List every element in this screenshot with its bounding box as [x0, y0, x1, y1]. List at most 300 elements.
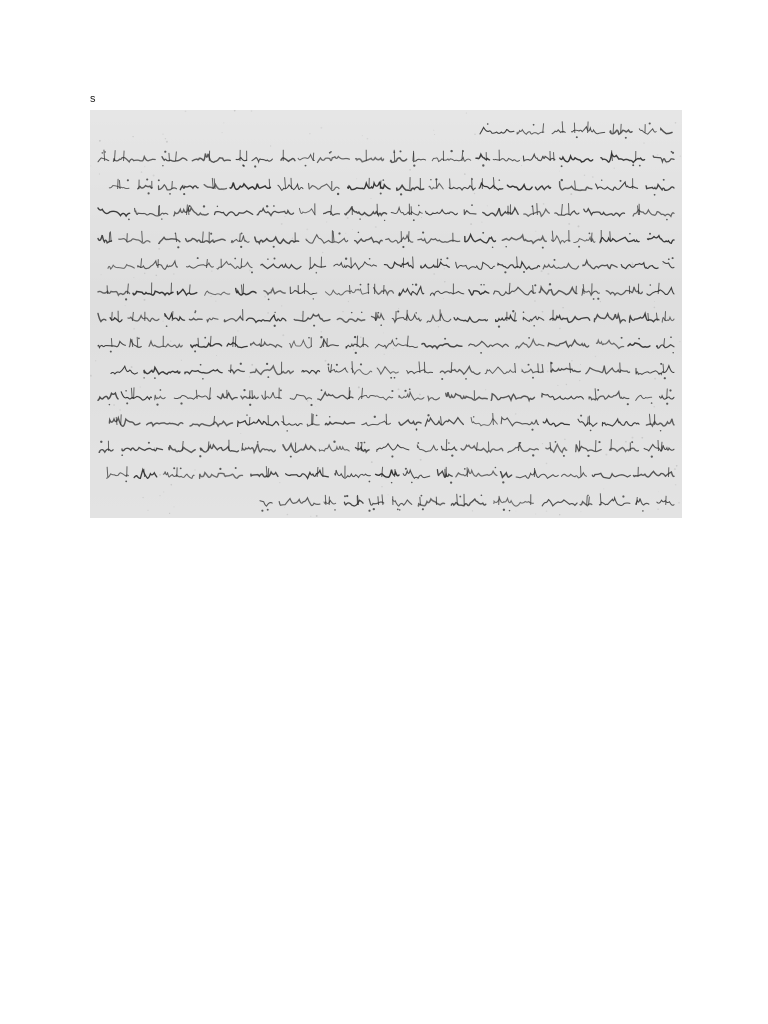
scan-speck — [307, 400, 309, 402]
script-stroke — [543, 123, 544, 133]
script-stroke — [176, 152, 177, 162]
script-word — [426, 210, 458, 215]
script-word — [236, 289, 256, 295]
scan-speck — [287, 514, 289, 516]
script-word — [551, 368, 581, 371]
script-dot — [160, 389, 162, 391]
scan-speck — [396, 372, 398, 374]
script-dot — [422, 508, 424, 510]
script-dot — [109, 404, 110, 405]
script-word — [663, 262, 674, 268]
script-dot — [173, 467, 175, 469]
scan-speck — [579, 380, 580, 381]
script-dot — [393, 151, 395, 153]
script-dot — [355, 352, 357, 354]
scan-speck — [535, 514, 536, 515]
scan-speck — [371, 198, 372, 199]
script-stroke — [570, 363, 571, 373]
script-dot — [266, 363, 268, 365]
script-dot — [266, 205, 268, 207]
scan-speck — [90, 375, 92, 377]
scan-speck — [202, 214, 204, 216]
scan-speck — [638, 203, 639, 204]
script-dot — [169, 193, 171, 195]
script-dot — [563, 455, 565, 457]
script-stroke — [283, 415, 284, 425]
script-word — [657, 345, 675, 348]
scan-speck — [520, 158, 521, 159]
script-stroke — [384, 285, 385, 294]
script-word — [542, 394, 584, 400]
scan-speck — [292, 237, 294, 239]
scan-speck — [534, 300, 536, 302]
script-dot — [413, 219, 415, 221]
scan-speck — [559, 171, 560, 172]
script-dot — [638, 338, 640, 340]
script-word — [469, 341, 509, 347]
script-dot — [234, 258, 236, 260]
script-word — [309, 264, 325, 269]
script-dot — [512, 310, 514, 312]
scan-speck — [674, 468, 676, 470]
script-word — [524, 209, 550, 216]
scan-speck — [313, 375, 314, 376]
script-dot — [523, 311, 525, 313]
script-dot — [358, 232, 360, 234]
script-dot — [464, 468, 466, 470]
script-word — [596, 182, 638, 190]
script-stroke — [196, 390, 197, 399]
script-word — [393, 500, 412, 506]
script-dot — [542, 247, 544, 249]
script-dot — [210, 233, 212, 235]
script-word — [224, 316, 243, 321]
script-word — [113, 157, 155, 162]
script-word — [98, 158, 109, 162]
script-dot — [337, 193, 339, 195]
scan-speck — [281, 305, 283, 307]
scan-speck — [419, 394, 421, 396]
script-dot — [487, 123, 489, 125]
scan-speck — [481, 222, 482, 223]
scan-speck — [95, 360, 96, 361]
script-word — [189, 318, 202, 320]
script-dot — [126, 402, 128, 404]
script-dot — [590, 430, 592, 432]
script-word — [469, 290, 489, 295]
script-dot — [360, 442, 361, 443]
script-dot — [257, 441, 259, 443]
script-dot — [380, 324, 382, 326]
script-dot — [483, 284, 485, 286]
script-word — [456, 262, 495, 269]
scan-speck — [306, 228, 308, 230]
script-dot — [654, 194, 656, 196]
script-dot — [555, 441, 557, 443]
script-word — [430, 291, 464, 295]
script-word — [236, 158, 247, 161]
scan-speck — [385, 477, 387, 479]
script-dot — [102, 152, 104, 154]
script-dot — [578, 246, 580, 248]
scan-speck — [470, 223, 472, 225]
script-dot — [125, 480, 127, 482]
script-word — [334, 262, 377, 270]
scan-speck — [444, 268, 445, 269]
script-stroke — [291, 178, 292, 189]
scan-speck — [559, 514, 560, 515]
script-word — [600, 237, 639, 243]
script-word — [149, 341, 182, 347]
script-dot — [217, 206, 218, 207]
script-word — [165, 314, 185, 321]
scan-speck — [243, 186, 245, 188]
script-dot — [344, 495, 346, 497]
script-word — [217, 262, 252, 269]
script-stroke — [317, 467, 318, 477]
scan-speck — [140, 386, 142, 388]
script-dot — [532, 454, 534, 456]
script-dot — [639, 165, 641, 167]
scan-speck — [249, 269, 251, 271]
script-dot — [587, 455, 589, 457]
script-word — [494, 498, 534, 506]
script-word — [441, 446, 457, 450]
scan-speck — [223, 190, 224, 191]
scan-speck — [632, 437, 634, 439]
scan-speck — [144, 299, 146, 301]
script-stroke — [587, 496, 588, 505]
scan-speck — [169, 513, 170, 514]
scan-speck — [281, 223, 283, 225]
script-word — [516, 340, 544, 349]
script-word — [601, 154, 645, 163]
script-word — [507, 185, 532, 190]
script-dot — [334, 509, 336, 511]
script-dot — [422, 232, 424, 234]
scan-speck — [438, 326, 439, 327]
script-dot — [435, 178, 437, 180]
script-stroke — [613, 124, 614, 133]
scan-speck — [371, 461, 373, 463]
scan-speck — [535, 231, 536, 232]
script-dot — [649, 233, 651, 235]
scan-speck — [657, 154, 659, 156]
script-stroke — [210, 387, 211, 399]
script-dot — [240, 363, 242, 365]
script-dot — [499, 179, 501, 181]
scan-speck — [421, 217, 422, 218]
scan-speck — [159, 474, 161, 476]
scan-speck — [559, 328, 560, 329]
script-word — [337, 318, 364, 322]
scan-speck — [132, 136, 133, 137]
script-stroke — [142, 231, 143, 242]
scan-speck — [409, 169, 411, 171]
script-word — [647, 288, 674, 296]
scan-speck — [420, 459, 422, 461]
script-stroke — [169, 153, 170, 161]
script-dot — [402, 246, 404, 248]
script-dot — [254, 165, 256, 167]
scan-speck — [568, 223, 570, 225]
script-word — [344, 500, 363, 506]
script-word — [491, 394, 534, 401]
script-word — [636, 499, 649, 506]
scan-speck — [158, 248, 160, 250]
script-word — [498, 262, 540, 269]
script-dot — [354, 336, 356, 338]
script-word — [536, 186, 551, 190]
script-dot — [180, 402, 182, 404]
script-word — [309, 184, 340, 191]
script-stroke — [189, 284, 190, 294]
scan-speck — [547, 370, 549, 372]
script-word — [422, 344, 462, 349]
script-line — [108, 257, 674, 274]
script-dot — [394, 377, 396, 379]
script-stroke — [109, 232, 110, 242]
scan-speck — [240, 433, 241, 434]
scan-speck — [603, 488, 604, 489]
script-dot — [480, 284, 482, 286]
script-stroke — [331, 364, 332, 373]
scan-speck — [675, 122, 677, 124]
script-dot — [397, 509, 399, 511]
script-dot — [642, 510, 644, 512]
script-word — [135, 208, 168, 216]
scan-speck — [124, 369, 125, 370]
script-dot — [519, 442, 521, 444]
script-dot — [671, 151, 673, 153]
script-word — [456, 470, 497, 477]
script-dot — [316, 415, 318, 417]
script-word — [230, 183, 270, 190]
script-word — [446, 392, 488, 400]
scan-speck — [614, 167, 615, 168]
script-dot — [175, 232, 177, 234]
script-dot — [360, 284, 362, 286]
script-dot — [598, 441, 600, 443]
script-word — [636, 366, 674, 375]
scan-speck — [147, 510, 148, 511]
scan-speck — [492, 413, 494, 415]
script-word — [372, 314, 384, 319]
script-dot — [219, 468, 221, 470]
script-dot — [321, 389, 323, 391]
scan-speck — [264, 296, 266, 298]
scan-speck — [434, 134, 435, 135]
scan-speck — [360, 337, 361, 338]
script-dot — [100, 441, 102, 443]
script-dot — [125, 390, 127, 392]
script-dot — [127, 179, 129, 181]
script-stroke — [665, 311, 666, 321]
script-word — [551, 236, 570, 244]
script-dot — [399, 150, 401, 152]
scan-speck — [210, 296, 211, 297]
script-dot — [444, 338, 446, 340]
script-dot — [396, 338, 398, 340]
script-stroke — [172, 181, 173, 189]
script-stroke — [107, 467, 108, 477]
script-dot — [495, 467, 497, 469]
scan-speck — [600, 301, 601, 302]
script-word — [98, 393, 118, 400]
scan-speck — [316, 515, 318, 517]
script-line — [98, 283, 674, 301]
script-word — [290, 287, 317, 294]
script-stroke — [188, 207, 189, 215]
scan-speck — [433, 273, 435, 275]
script-word — [298, 155, 314, 161]
script-stroke — [664, 338, 665, 347]
scan-speck — [658, 491, 659, 492]
script-stroke — [636, 497, 637, 505]
script-dot — [430, 179, 431, 180]
script-dot — [290, 456, 292, 458]
script-word — [502, 235, 546, 243]
scan-speck — [262, 265, 264, 267]
script-word — [98, 291, 130, 295]
script-word — [299, 208, 315, 215]
script-word — [264, 289, 285, 295]
script-word — [369, 499, 384, 505]
script-word — [278, 184, 303, 190]
script-dot — [670, 336, 672, 338]
script-word — [186, 239, 226, 243]
script-stroke — [649, 414, 650, 425]
script-word — [461, 445, 503, 452]
scan-speck — [322, 252, 323, 253]
script-word — [464, 210, 476, 215]
script-word — [646, 185, 674, 191]
script-word — [516, 471, 558, 478]
script-word — [283, 444, 316, 452]
script-dot — [391, 455, 393, 457]
script-dot — [158, 179, 160, 181]
script-word — [289, 340, 311, 348]
script-dot — [404, 390, 406, 392]
script-stroke — [588, 122, 589, 134]
script-word — [634, 471, 675, 477]
script-word — [584, 209, 625, 216]
scan-speck — [194, 469, 196, 471]
script-dot — [492, 247, 494, 249]
script-dot — [235, 467, 237, 469]
script-word — [200, 445, 238, 452]
script-dot — [649, 122, 651, 124]
scan-speck — [268, 206, 269, 207]
script-dot — [200, 364, 202, 366]
script-stroke — [242, 443, 243, 451]
script-dot — [482, 232, 484, 234]
script-dot — [412, 284, 414, 286]
script-word — [282, 422, 302, 426]
script-dot — [329, 152, 331, 154]
script-stroke — [172, 311, 173, 321]
scan-speck — [679, 341, 680, 342]
scan-speck — [653, 406, 655, 408]
script-dot — [241, 232, 243, 234]
script-dot — [531, 429, 533, 431]
script-word — [496, 316, 517, 322]
script-word — [191, 344, 222, 348]
script-dot — [125, 298, 127, 300]
script-stroke — [104, 150, 105, 161]
script-word — [238, 420, 279, 427]
script-stroke — [436, 179, 437, 189]
script-word — [251, 472, 278, 477]
script-word — [596, 340, 623, 348]
scan-speck — [557, 385, 558, 386]
script-stroke — [569, 203, 570, 215]
scan-speck — [90, 165, 91, 166]
script-stroke — [121, 414, 122, 425]
script-word — [639, 129, 656, 134]
script-stroke — [638, 206, 639, 216]
script-word — [583, 261, 617, 269]
scan-speck — [330, 204, 331, 205]
script-word — [428, 396, 440, 400]
script-stroke — [352, 361, 353, 373]
script-stroke — [600, 493, 601, 505]
scan-speck — [375, 226, 377, 228]
script-stroke — [595, 388, 596, 399]
script-dot — [632, 164, 634, 166]
script-dot — [589, 233, 591, 235]
script-dot — [629, 233, 631, 235]
scan-speck — [251, 364, 253, 366]
script-dot — [504, 271, 506, 273]
scan-speck — [347, 217, 349, 219]
scan-speck — [162, 321, 163, 322]
script-word — [391, 208, 422, 216]
script-dot — [166, 325, 168, 327]
script-word — [177, 289, 196, 295]
script-dot — [448, 442, 450, 444]
script-dot — [320, 336, 322, 338]
script-stroke — [241, 285, 242, 294]
script-word — [501, 418, 538, 426]
script-word — [122, 448, 163, 451]
script-word — [250, 366, 293, 374]
script-dot — [669, 389, 671, 391]
script-dot — [195, 310, 197, 312]
script-word — [377, 444, 409, 452]
script-line — [480, 121, 672, 138]
script-dot — [415, 312, 417, 314]
scan-speck — [212, 162, 213, 163]
script-word — [661, 129, 672, 134]
script-dot — [382, 179, 384, 181]
script-stroke — [119, 180, 120, 189]
script-line — [107, 466, 674, 484]
scan-speck — [326, 221, 327, 222]
script-dot — [561, 179, 563, 181]
script-stroke — [137, 337, 138, 347]
script-dot — [308, 337, 310, 339]
scan-speck — [593, 239, 594, 240]
script-dot — [267, 376, 269, 378]
script-dot — [351, 312, 352, 313]
script-stroke — [576, 286, 577, 294]
scan-speck — [320, 127, 322, 129]
script-word — [636, 395, 652, 400]
script-word — [451, 499, 486, 506]
script-dot — [327, 364, 329, 366]
script-dot — [417, 442, 419, 444]
